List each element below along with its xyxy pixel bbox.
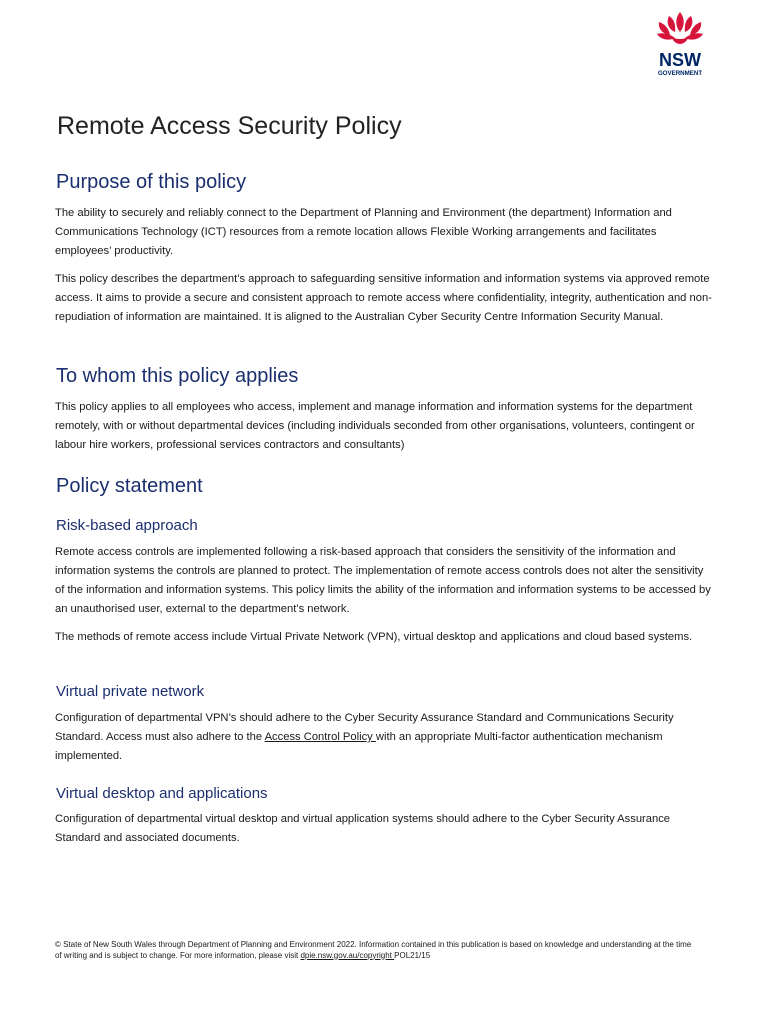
copyright-footer: [55, 940, 695, 961]
nsw-government-logo: [649, 10, 711, 78]
purpose-paragraph-2: This policy describes the department’s approach to safeguarding sensitive information and information systems via approved remote access. It aims to provide a secure and consistent approach to remote access where confidentiality, integrity, authentication and non-repudiation of information are maintained. It is aligned to the Australian Cyber Security Centre Information Security Manual.: [55, 273, 712, 323]
waratah-icon: [649, 10, 711, 78]
risk-paragraph-2: The methods of remote access include Virtual Private Network (VPN), virtual desktop and applications and cloud based systems.: [55, 631, 693, 643]
access-control-policy-link[interactable]: Access Control Policy: [264, 731, 376, 743]
applies-heading: To whom this policy applies: [56, 365, 299, 387]
vpn-text-before: Configuration of departmental VPN’s should adhere to the Cyber Security Assurance Standard and Communications Security Standard. Access must also adhere to the: [55, 712, 674, 743]
purpose-heading: Purpose of this policy: [56, 171, 247, 193]
svg-text:GOVERNMENT: GOVERNMENT: [657, 70, 703, 77]
footer-text: © State of New South Wales through Department of Planning and Environment 2022. Information contained in this publication is based on knowledge and understanding at the time of writing and is subject to change. For more information, please visit: [55, 940, 692, 960]
virtual-desktop-heading: Virtual desktop and applications: [56, 785, 268, 802]
vpn-heading: Virtual private network: [56, 683, 205, 700]
vpn-text-after: with an appropriate Multi-factor authentication mechanism implemented.: [55, 731, 663, 762]
page-title: Remote Access Security Policy: [57, 112, 402, 140]
risk-based-heading: Risk-based approach: [56, 517, 198, 534]
copyright-link[interactable]: dpie.nsw.gov.au/copyright: [300, 950, 395, 960]
svg-text:NSW: NSW: [659, 50, 701, 70]
applies-paragraph: This policy applies to all employees who access, implement and manage information and information systems for the department remotely, with or without departmental devices (including individuals seconded from other organisations, volunteers, contingent or labour hire workers, professional services contractors and consultants): [55, 401, 695, 451]
vpn-paragraph: [55, 709, 715, 766]
purpose-paragraph-1: The ability to securely and reliably connect to the Department of Planning and Environment (the department) Information and Communications Technology (ICT) resources from a remote location allows Flexible Working arrangements and facilitates employees’ productivity.: [55, 207, 672, 257]
virtual-desktop-paragraph: Configuration of departmental virtual desktop and virtual application systems should adhere to the Cyber Security Assurance Standard and associated documents.: [55, 813, 671, 844]
risk-paragraph-1: Remote access controls are implemented following a risk-based approach that considers the sensitivity of the information and information systems the controls are planned to protect. The implementation of remote access controls does not alter the sensitivity of the information and information systems. This policy limits the ability of the information and information systems to be accessed by an unauthorised user, external to the department’s network.: [55, 546, 711, 615]
policy-statement-heading: Policy statement: [56, 475, 203, 497]
policy-code: POL21/15: [394, 950, 431, 960]
